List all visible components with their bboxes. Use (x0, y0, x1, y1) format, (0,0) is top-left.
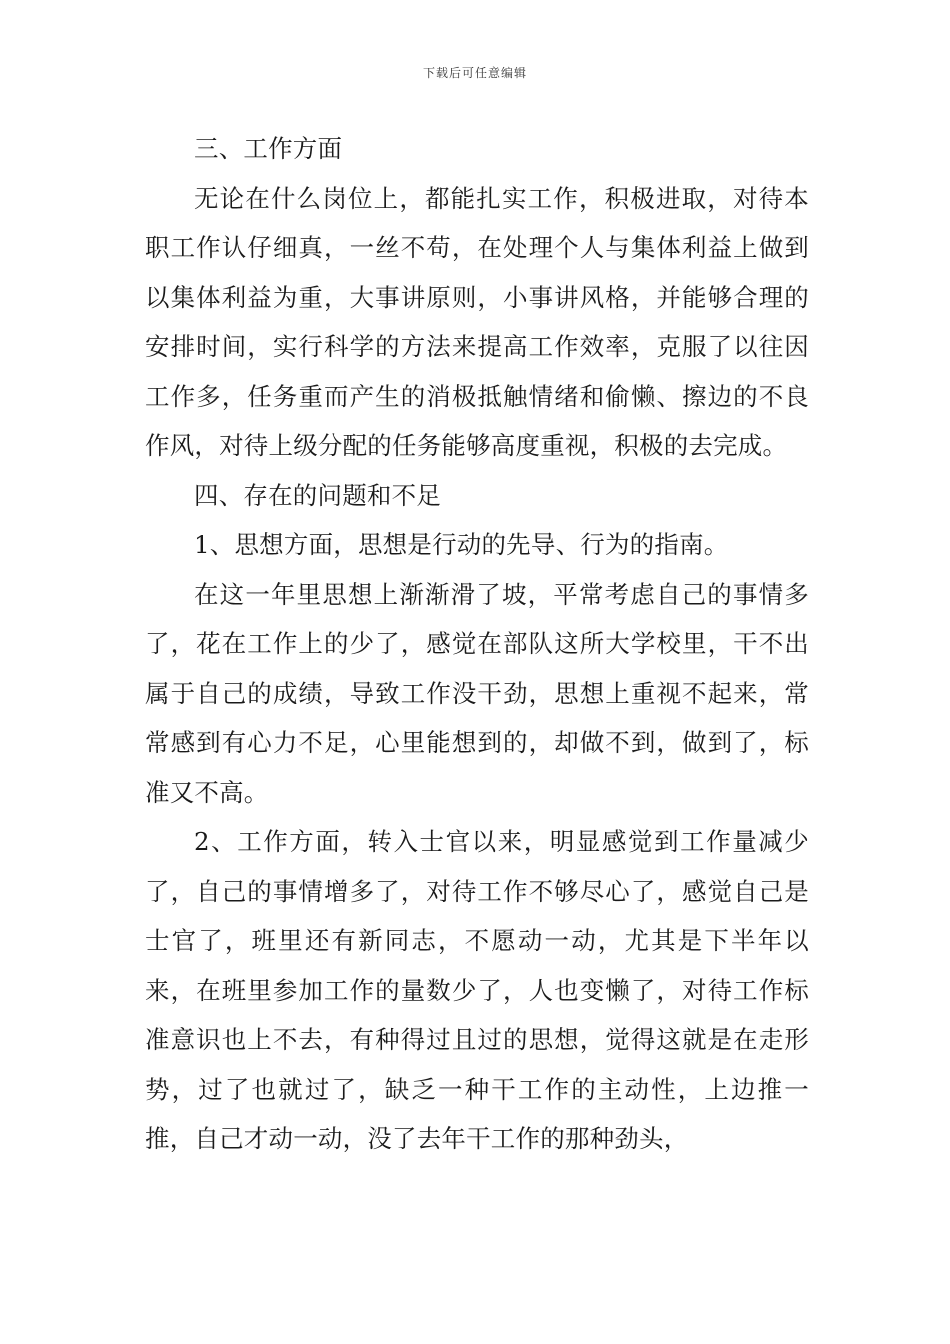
paragraph-work-problems: 2、工作方面，转入士官以来，明显感觉到工作量减少了，自己的事情增多了，对待工作不够尽心了，感觉自己是士官了，班里还有新同志，不愿动一动，尤其是下半年以来，在班里参加工作的量数少了，人也变懒了，对待工作标准意识也上不去，有种得过且过的思想，觉得这就是在走形势，过了也就过了，缺乏一种干工作的主动性，上边推一推，自己才动一动，没了去年干工作的那种劲头， (145, 827, 809, 1153)
document-body (145, 124, 809, 1164)
page-header: 下载后可任意编辑 (422, 66, 527, 80)
subheading-thought: 1、思想方面，思想是行动的先导、行为的指南。 (194, 530, 729, 559)
paragraph-thought-description: 在这一年里思想上渐渐滑了坡，平常考虑自己的事情多了，花在工作上的少了，感觉在部队这所大学校里，干不出属于自己的成绩，导致工作没干劲，思想上重视不起来，常常感到有心力不足，心里能想到的，却做不到，做到了，标准又不高。 (145, 579, 809, 807)
paragraph-work-description: 无论在什么岗位上，都能扎实工作，积极进取，对待本职工作认仔细真，一丝不苟，在处理个人与集体利益上做到以集体利益为重，大事讲原则，小事讲风格，并能够合理的安排时间，实行科学的方法来提高工作效率，克服了以往因工作多，任务重而产生的消极抵触情绪和偷懒、擦边的不良作风，对待上级分配的任务能够高度重视，积极的去完成。 (145, 183, 809, 460)
section-heading-problems: 四、存在的问题和不足 (194, 480, 441, 510)
section-heading-work: 三、工作方面 (194, 134, 343, 163)
